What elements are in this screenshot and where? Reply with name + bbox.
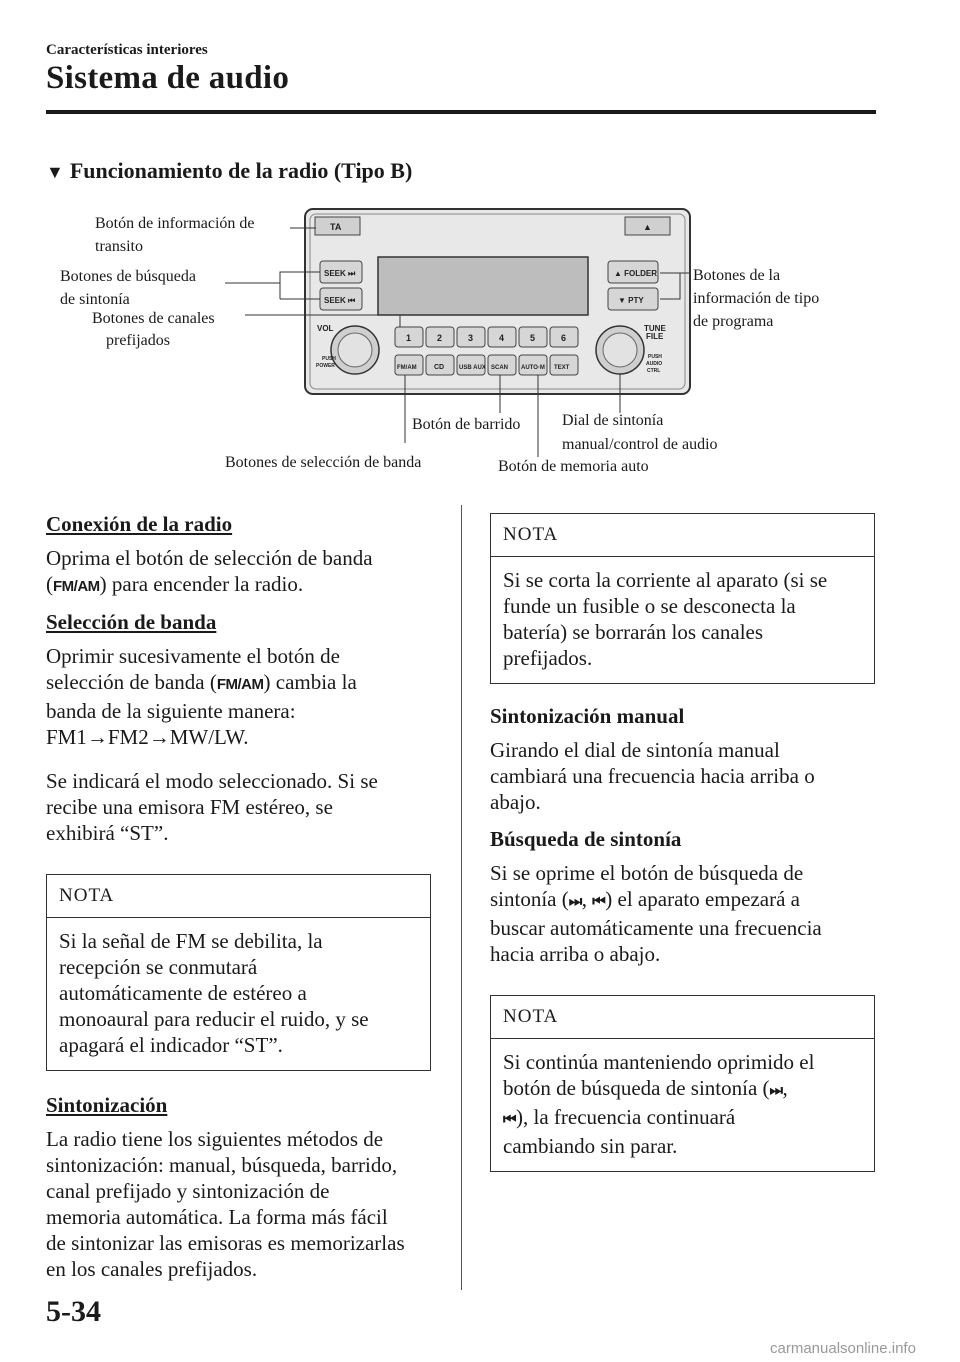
note-heading: NOTA [47,875,430,918]
label-band: Botones de selección de banda [225,454,422,471]
svg-text:SCAN: SCAN [491,365,509,371]
tune-label: TUNE [644,324,666,333]
running-header-title: Sistema de audio [46,60,290,96]
note-box-fm-signal [46,874,431,1071]
ta-label: TA [330,222,342,232]
svg-text:TEXT: TEXT [554,365,570,371]
column-divider [461,505,462,1290]
heading-seek-tuning: Búsqueda de sintonía [490,827,682,851]
heading-manual-tuning: Sintonización manual [490,704,685,728]
seek-down-label: SEEK ⏮ [324,296,356,305]
watermark: carmanualsonline.info [770,1340,916,1357]
svg-text:6: 6 [561,333,567,343]
note-box-continuous-seek [490,995,875,1172]
folder-label: ▲ FOLDER [614,269,658,278]
seek-up-label: SEEK ⏭ [324,269,356,278]
svg-text:USB AUX: USB AUX [459,365,486,371]
svg-text:5: 5 [530,333,536,343]
seek-next-icon: ⏭ [568,893,582,910]
display-window [378,257,588,315]
label-dial-1: Dial de sintonía [562,412,664,429]
label-pty-2: información de tipo [693,290,820,307]
label-seek-2: de sintonía [60,291,130,308]
note-heading: NOTA [491,514,874,557]
heading-radio-connection: Conexión de la radio [46,512,233,536]
pty-label: ▼ PTY [618,296,644,305]
paragraph-mode-indicator: Se indicará el modo seleccionado. Si se recibe una emisora FM estéreo, se exhibirá “ST”. [46,769,378,845]
seek-next-icon: ⏭ [769,1082,783,1099]
label-auto-memory: Botón de memoria auto [498,458,649,475]
note-heading: NOTA [491,996,874,1039]
svg-text:4: 4 [499,333,505,343]
triangle-bullet-icon: ▼ [46,162,64,182]
paragraph-manual-tuning: Girando el dial de sintonía manual cambiará una frecuencia hacia arriba o abajo. [490,738,815,814]
radio-panel-diagram [40,195,880,485]
push-label: PUSH [322,356,336,362]
ctrl-label: CTRL [647,368,661,374]
paragraph-band-selection: Oprimir sucesivamente el botón de selección de banda (FM/AM) cambia la banda de la siguiente manera: FM1→FM2→MW/LW. [46,644,357,749]
paragraph-seek-tuning: Si se oprime el botón de búsqueda de sintonía (⏭, ⏮) el aparato empezará a buscar automáticamente una frecuencia hacia arriba o abajo. [490,861,822,966]
vol-label: VOL [317,324,334,333]
svg-text:FM/AM: FM/AM [397,365,417,371]
svg-text:CD: CD [434,364,445,371]
svg-text:AUTO·M: AUTO·M [521,365,545,371]
heading-band-selection: Selección de banda [46,610,217,634]
push-audio-label: PUSH [648,354,662,360]
file-label: FILE [646,332,664,341]
note-box-power-loss [490,513,875,684]
label-dial-2: manual/control de audio [562,436,718,453]
seek-prev-icon: ⏮ [503,1111,517,1128]
left-column [46,512,441,1282]
fmam-button-icon: FM/AM [53,578,100,595]
svg-text:3: 3 [468,333,474,343]
seek-prev-icon: ⏮ [592,893,606,910]
label-pty-3: de programa [693,313,774,330]
running-header-section: Características interiores [46,42,208,58]
label-seek-1: Botones de búsqueda [60,268,196,285]
header-rule [46,110,876,114]
label-pty-1: Botones de la [693,267,781,284]
note-body: Si la señal de FM se debilita, la recepción se conmutará automáticamente de estéreo a monoaural para reducir el ruido, y se apagará el indicador “ST”. [59,929,369,1057]
note-body: Si continúa manteniendo oprimido el botón de búsqueda de sintonía (⏭, ⏮), la frecuencia continuará cambiando sin parar. [503,1050,815,1158]
label-traffic-info-2: transito [95,238,143,255]
svg-text:2: 2 [437,333,443,343]
audio-label: AUDIO [646,361,663,367]
heading-tuning: Sintonización [46,1093,168,1117]
label-preset-1: Botones de canales [92,310,215,327]
eject-label: ▲ [643,222,652,232]
label-traffic-info-1: Botón de información de [95,215,255,232]
svg-text:1: 1 [406,333,412,343]
paragraph-tuning: La radio tiene los siguientes métodos de sintonización: manual, búsqueda, barrido, canal prefijado y sintonización de memoria automática. La forma más fácil de sintonizar las emisoras es memorizarlas en los canales prefijados. [46,1127,405,1281]
label-preset-2: prefijados [106,332,170,349]
label-scan: Botón de barrido [412,416,521,433]
paragraph-radio-connection: Oprima el botón de selección de banda (FM/AM) para encender la radio. [46,545,441,600]
power-label: POWER [316,363,335,369]
right-column [490,513,876,1172]
page-number: 5-34 [46,1295,101,1328]
section-title: ▼ Funcionamiento de la radio (Tipo B) [46,158,413,183]
note-body: Si se corta la corriente al aparato (si se funde un fusible o se desconecta la batería) se borrarán los canales prefijados. [503,568,828,670]
fmam-button-icon: FM/AM [216,676,264,693]
